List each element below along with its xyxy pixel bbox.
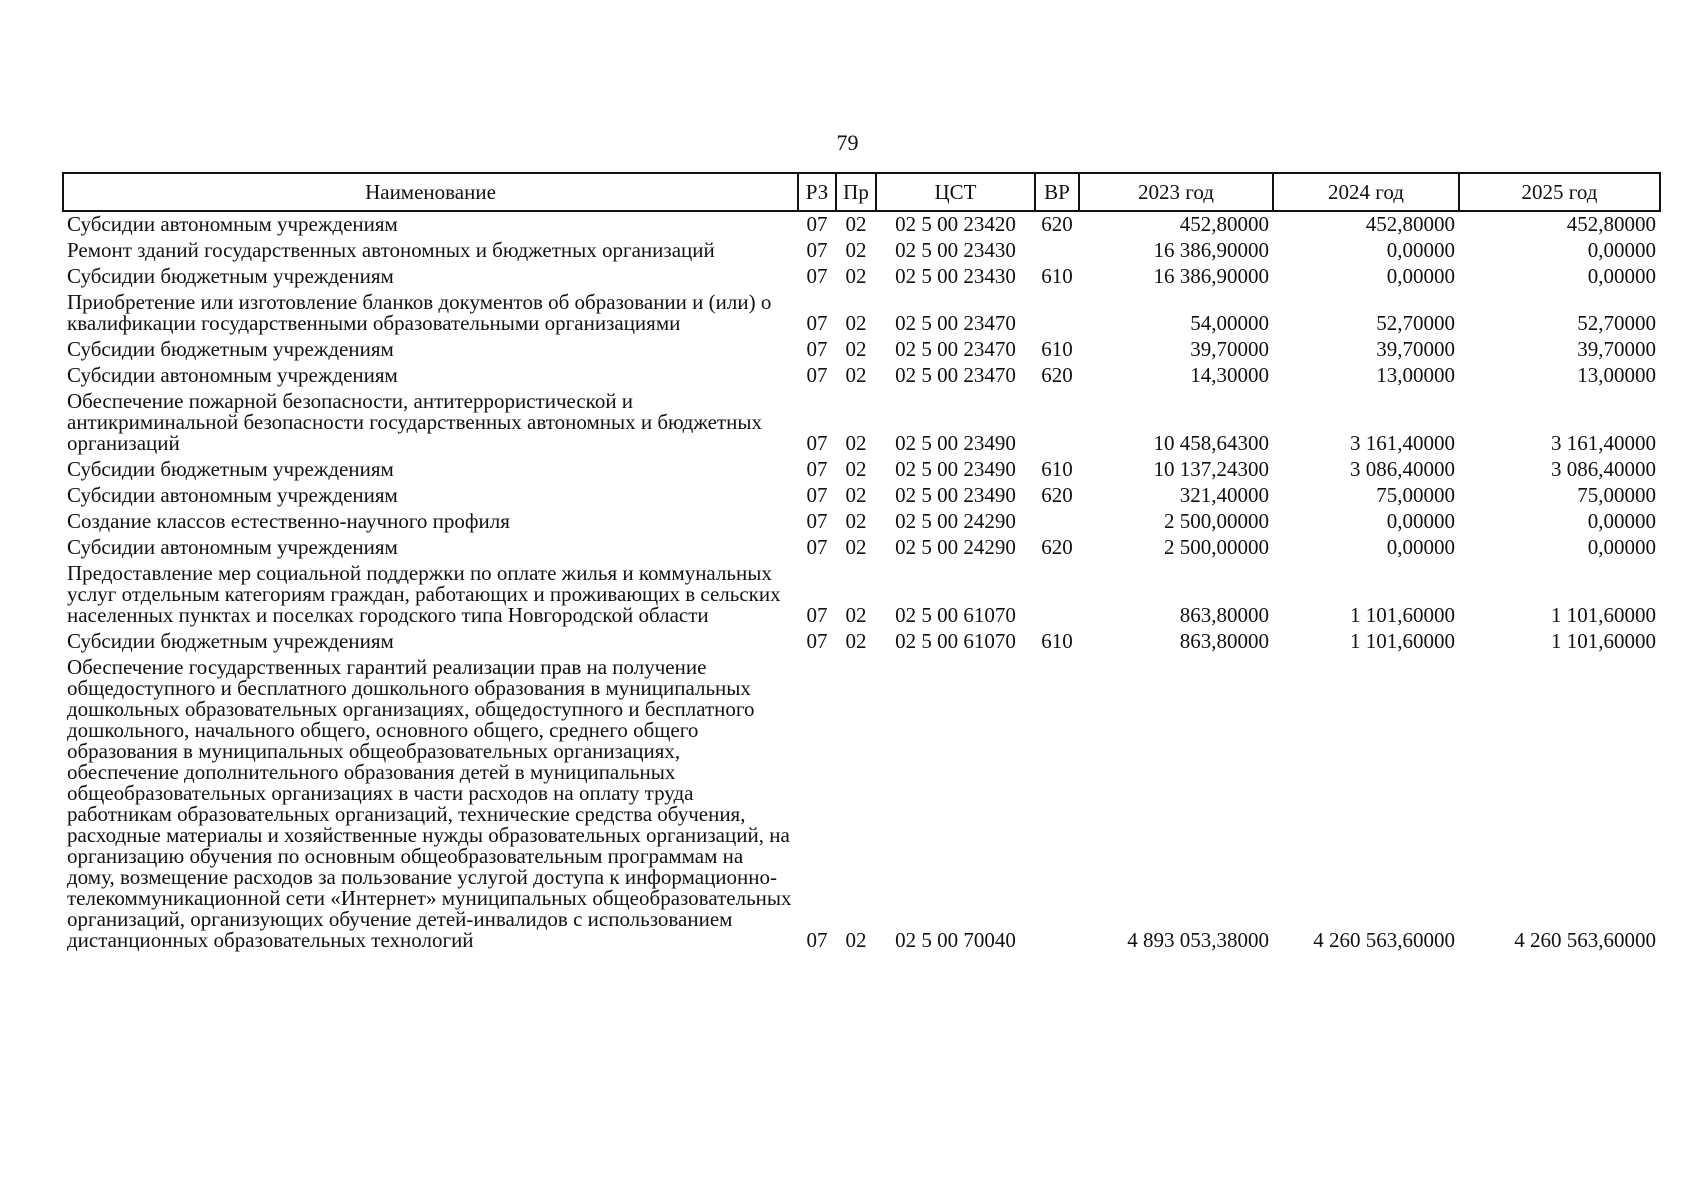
cell-2025: 4 260 563,60000 <box>1514 928 1656 952</box>
cell-2024: 452,80000 <box>1365 212 1455 236</box>
cell-2023: 863,80000 <box>1179 629 1269 653</box>
cell-pr: 02 <box>845 535 867 559</box>
cell-name: Обеспечение пожарной безопасности, антитеррористической и антикриминальной безопасности государственных автономных и бюджетных организаций <box>67 389 762 455</box>
cell-name: Субсидии автономным учреждениям <box>67 535 398 559</box>
cell-2024: 75,00000 <box>1376 483 1455 507</box>
cell-2024: 0,00000 <box>1386 535 1455 559</box>
cell-rz: 07 <box>806 431 828 455</box>
header-2024: 2024 год <box>1273 173 1459 211</box>
cell-2023: 2 500,00000 <box>1164 509 1269 533</box>
cell-2023: 54,00000 <box>1190 311 1269 335</box>
cell-2024: 3 086,40000 <box>1350 457 1455 481</box>
cell-pr: 02 <box>845 603 867 627</box>
cell-rz: 07 <box>806 629 828 653</box>
cell-name: Субсидии бюджетным учреждениям <box>67 629 394 653</box>
cell-name: Субсидии автономным учреждениям <box>67 363 398 387</box>
cell-pr: 02 <box>845 264 867 288</box>
cell-2025: 3 161,40000 <box>1551 431 1656 455</box>
cell-2025: 0,00000 <box>1587 238 1656 262</box>
cell-pr: 02 <box>845 311 867 335</box>
cell-2024: 0,00000 <box>1386 238 1455 262</box>
table-row <box>63 389 1660 457</box>
cell-rz: 07 <box>806 509 828 533</box>
cell-pr: 02 <box>845 928 867 952</box>
cell-vr: 620 <box>1041 212 1073 236</box>
cell-2023: 16 386,90000 <box>1153 238 1269 262</box>
cell-cst: 02 5 00 70040 <box>895 928 1016 952</box>
cell-name: Предоставление мер социальной поддержки по оплате жилья и коммунальных услуг отдельным категориям граждан, работающих и проживающих в сельских населенных пунктах и поселках городского типа Новгородской области <box>67 561 781 627</box>
cell-2023: 452,80000 <box>1179 212 1269 236</box>
cell-2024: 3 161,40000 <box>1350 431 1455 455</box>
cell-2023: 321,40000 <box>1179 483 1269 507</box>
cell-rz: 07 <box>806 457 828 481</box>
cell-cst: 02 5 00 23490 <box>895 457 1016 481</box>
cell-2023: 39,70000 <box>1190 337 1269 361</box>
cell-rz: 07 <box>806 483 828 507</box>
cell-cst: 02 5 00 61070 <box>895 603 1016 627</box>
cell-2025: 52,70000 <box>1577 311 1656 335</box>
table-row <box>63 290 1660 337</box>
cell-2023: 4 893 053,38000 <box>1127 928 1269 952</box>
table-row <box>63 629 1660 655</box>
cell-cst: 02 5 00 23470 <box>895 311 1016 335</box>
cell-vr <box>1035 389 1079 457</box>
cell-2023: 2 500,00000 <box>1164 535 1269 559</box>
cell-cst: 02 5 00 23420 <box>895 212 1016 236</box>
cell-vr: 610 <box>1041 629 1073 653</box>
cell-vr: 610 <box>1041 337 1073 361</box>
cell-vr: 620 <box>1041 363 1073 387</box>
cell-rz: 07 <box>806 535 828 559</box>
table-header-row <box>63 173 1660 211</box>
header-2023: 2023 год <box>1079 173 1273 211</box>
cell-name: Субсидии бюджетным учреждениям <box>67 264 394 288</box>
cell-pr: 02 <box>845 457 867 481</box>
table-row <box>63 264 1660 290</box>
cell-2024: 39,70000 <box>1376 337 1455 361</box>
cell-pr: 02 <box>845 212 867 236</box>
cell-cst: 02 5 00 23430 <box>895 264 1016 288</box>
table-row <box>63 509 1660 535</box>
cell-2023: 10 137,24300 <box>1153 457 1269 481</box>
cell-2025: 1 101,60000 <box>1551 603 1656 627</box>
cell-2025: 3 086,40000 <box>1551 457 1656 481</box>
cell-2023: 863,80000 <box>1179 603 1269 627</box>
cell-pr: 02 <box>845 431 867 455</box>
cell-2024: 0,00000 <box>1386 509 1455 533</box>
cell-2024: 13,00000 <box>1376 363 1455 387</box>
table-body <box>63 211 1660 954</box>
cell-vr: 620 <box>1041 535 1073 559</box>
cell-rz: 07 <box>806 603 828 627</box>
cell-2024: 0,00000 <box>1386 264 1455 288</box>
cell-2025: 13,00000 <box>1577 363 1656 387</box>
cell-pr: 02 <box>845 238 867 262</box>
cell-2023: 16 386,90000 <box>1153 264 1269 288</box>
cell-cst: 02 5 00 23490 <box>895 483 1016 507</box>
cell-vr <box>1035 561 1079 629</box>
cell-vr: 610 <box>1041 457 1073 481</box>
cell-pr: 02 <box>845 483 867 507</box>
cell-2024: 1 101,60000 <box>1350 603 1455 627</box>
table-row <box>63 483 1660 509</box>
cell-vr <box>1035 509 1079 535</box>
cell-vr: 610 <box>1041 264 1073 288</box>
cell-2025: 452,80000 <box>1566 212 1656 236</box>
cell-rz: 07 <box>806 238 828 262</box>
cell-name: Приобретение или изготовление бланков документов об образовании и (или) о квалификации государственными образовательными организациями <box>67 290 772 335</box>
cell-cst: 02 5 00 23430 <box>895 238 1016 262</box>
header-name: Наименование <box>63 173 798 211</box>
header-2025: 2025 год <box>1459 173 1660 211</box>
cell-rz: 07 <box>806 928 828 952</box>
cell-2025: 75,00000 <box>1577 483 1656 507</box>
cell-2023: 10 458,64300 <box>1153 431 1269 455</box>
cell-2025: 0,00000 <box>1587 535 1656 559</box>
cell-rz: 07 <box>806 311 828 335</box>
header-pr: Пр <box>836 173 876 211</box>
cell-2023: 14,30000 <box>1190 363 1269 387</box>
cell-cst: 02 5 00 23470 <box>895 337 1016 361</box>
cell-name: Субсидии бюджетным учреждениям <box>67 457 394 481</box>
table-row <box>63 363 1660 389</box>
table-row <box>63 535 1660 561</box>
cell-name: Субсидии бюджетным учреждениям <box>67 337 394 361</box>
header-cst: ЦСТ <box>876 173 1035 211</box>
cell-rz: 07 <box>806 363 828 387</box>
cell-cst: 02 5 00 24290 <box>895 535 1016 559</box>
cell-2025: 0,00000 <box>1587 509 1656 533</box>
header-vr: ВР <box>1035 173 1079 211</box>
cell-vr: 620 <box>1041 483 1073 507</box>
cell-rz: 07 <box>806 212 828 236</box>
cell-cst: 02 5 00 23470 <box>895 363 1016 387</box>
cell-name: Субсидии автономным учреждениям <box>67 212 398 236</box>
cell-pr: 02 <box>845 337 867 361</box>
cell-2024: 52,70000 <box>1376 311 1455 335</box>
cell-2025: 39,70000 <box>1577 337 1656 361</box>
header-rz: РЗ <box>798 173 836 211</box>
page-number: 79 <box>836 130 859 155</box>
table-row <box>63 457 1660 483</box>
table-row <box>63 561 1660 629</box>
cell-name: Ремонт зданий государственных автономных и бюджетных организаций <box>67 238 715 262</box>
cell-vr <box>1035 238 1079 264</box>
cell-pr: 02 <box>845 509 867 533</box>
cell-cst: 02 5 00 23490 <box>895 431 1016 455</box>
cell-cst: 02 5 00 24290 <box>895 509 1016 533</box>
table-row <box>63 238 1660 264</box>
budget-table <box>62 172 1661 954</box>
cell-name: Создание классов естественно-научного профиля <box>67 509 510 533</box>
table-row <box>63 655 1660 954</box>
cell-2024: 1 101,60000 <box>1350 629 1455 653</box>
cell-2025: 0,00000 <box>1587 264 1656 288</box>
cell-2024: 4 260 563,60000 <box>1313 928 1455 952</box>
cell-name: Субсидии автономным учреждениям <box>67 483 398 507</box>
cell-rz: 07 <box>806 264 828 288</box>
cell-rz: 07 <box>806 337 828 361</box>
cell-cst: 02 5 00 61070 <box>895 629 1016 653</box>
cell-vr <box>1035 655 1079 954</box>
table-row <box>63 337 1660 363</box>
table-row <box>63 211 1660 238</box>
cell-pr: 02 <box>845 363 867 387</box>
cell-2025: 1 101,60000 <box>1551 629 1656 653</box>
cell-pr: 02 <box>845 629 867 653</box>
cell-vr <box>1035 290 1079 337</box>
cell-name: Обеспечение государственных гарантий реализации прав на получение общедоступного и бесплатного дошкольного образования в муниципальных дошкольных образовательных организациях, общедоступного и бесплатного дошкольного, начального общего, основного общего, среднего общего образования в муниципальных общеобразовательных организациях, обеспечение дополнительного образования детей в муниципальных общеобразовательных организациях в части расходов на оплату труда работникам образовательных организаций, технические средства обучения, расходные материалы и хозяйственные нужды образовательных организаций, на организацию обучения по основным общеобразовательным программам на дому, возмещение расходов за пользование услугой доступа к информационно-телекоммуникационной сети «Интернет» муниципальных общеобразовательных организаций, организующих обучение детей-инвалидов с использованием дистанционных образовательных технологий <box>67 655 792 952</box>
